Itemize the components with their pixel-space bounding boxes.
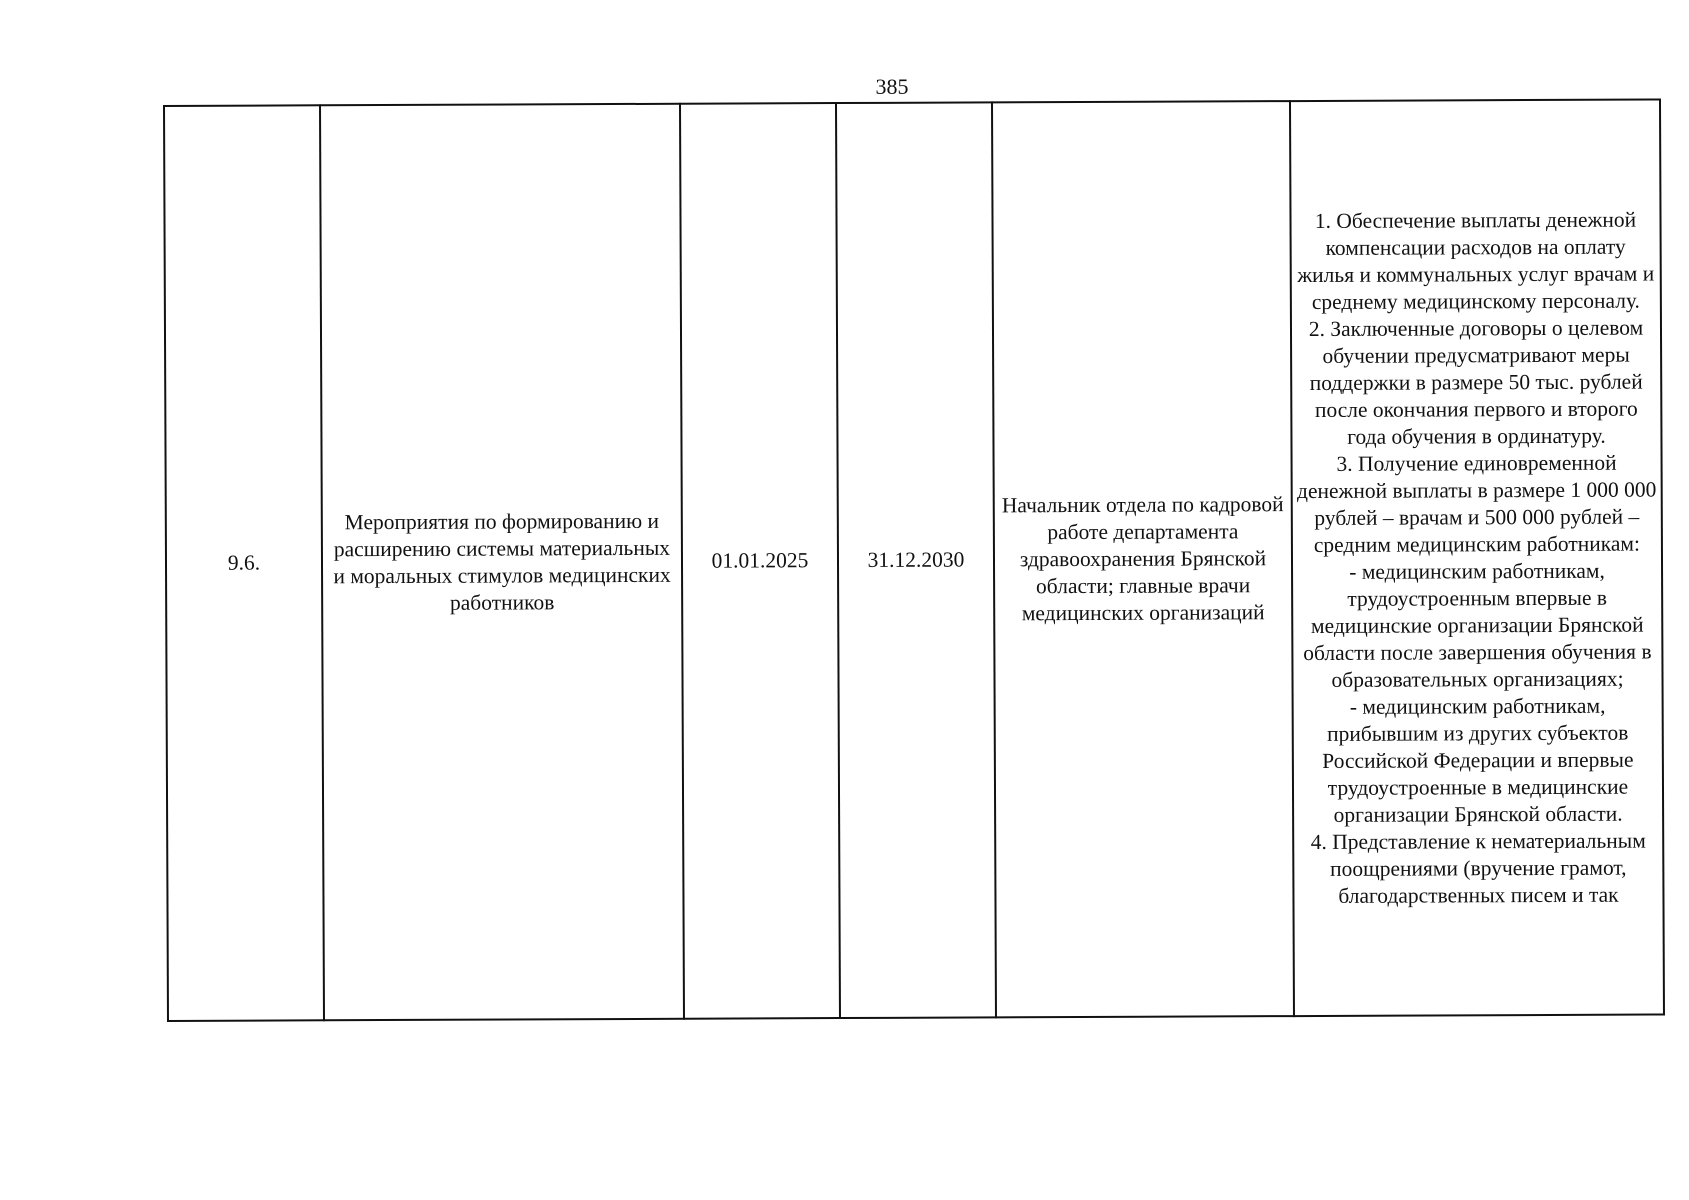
result-item: - медицинским работникам, трудоустроенным впервые в медицинские организации Брянской области после завершения обучения в образовательных организациях; xyxy=(1303,558,1652,692)
result-item: 3. Получение единовременной денежной выплаты в размере 1 000 000 рублей – врачам и 500 000 рублей – средним медицинским работникам: xyxy=(1296,450,1657,557)
row-number-cell xyxy=(164,105,324,1021)
result-item: 4. Представление к нематериальным поощрениями (вручение грамот, благодарственных писем и так xyxy=(1310,828,1646,908)
start-date-cell xyxy=(680,103,840,1019)
responsible-cell xyxy=(992,101,1294,1017)
result-cell xyxy=(1290,99,1664,1016)
result-item: 1. Обеспечение выплаты денежной компенсации расходов на оплату жилья и коммунальных услуг врачам и среднему медицинскому персоналу. xyxy=(1297,207,1655,314)
measures-table xyxy=(163,98,1665,1022)
end-date-cell xyxy=(836,102,996,1018)
event-name: Мероприятия по формированию и расширению системы материальных и моральных стимулов медицинских работников xyxy=(333,508,671,615)
end-date: 31.12.2030 xyxy=(867,547,965,572)
page-number: 385 xyxy=(875,74,909,99)
table-row xyxy=(164,99,1664,1021)
start-date: 01.01.2025 xyxy=(711,548,809,573)
event-cell xyxy=(320,104,684,1021)
result-item: - медицинским работникам, прибывшим из других субъектов Российской Федерации и впервые трудоустроенные в медицинские организации Брянской области. xyxy=(1322,693,1634,827)
row-number: 9.6. xyxy=(227,550,261,575)
result-item: 2. Заключенные договоры о целевом обучении предусматривают меры поддержки в размере 50 тыс. рублей после окончания первого и второго года обучения в ординатуру. xyxy=(1308,315,1644,449)
responsible-text: Начальник отдела по кадровой работе департамента здравоохранения Брянской области; главные врачи медицинских организаций xyxy=(1001,492,1284,626)
